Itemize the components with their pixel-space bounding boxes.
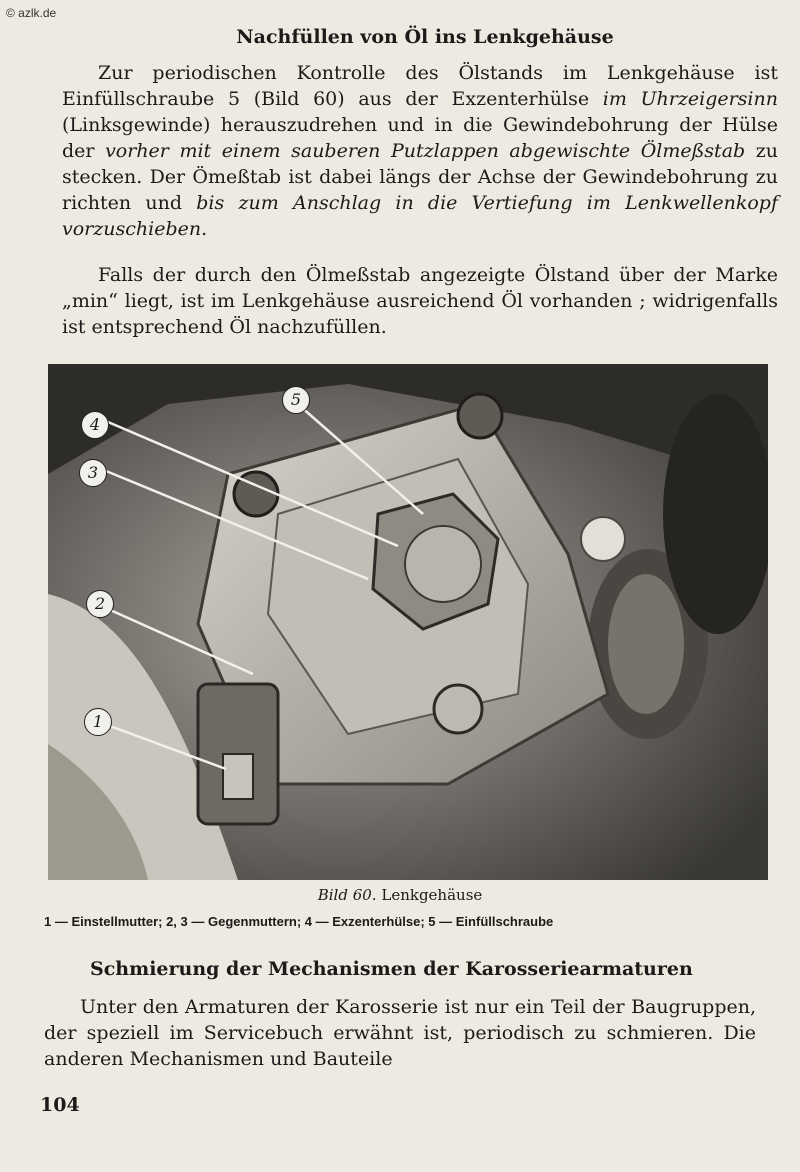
- figure-legend: 1 — Einstellmutter; 2, 3 — Gegenmuttern; 4 — Exzenterhülse; 5 — Einfüllschraube: [44, 914, 554, 929]
- section-heading: Nachfüllen von Öl ins Lenkgehäuse: [236, 26, 614, 48]
- page-number: 104: [40, 1094, 80, 1116]
- watermark: © azlk.de: [6, 6, 57, 20]
- callout-2: 2: [86, 590, 114, 618]
- figure-caption-label: Bild 60.: [317, 886, 377, 904]
- callout-4: 4: [81, 411, 109, 439]
- paragraph-oil-check-text: [62, 60, 778, 242]
- photo-steering-gear-housing: [48, 364, 768, 880]
- callout-3: 3: [79, 459, 107, 487]
- paragraph-body-fittings: [44, 994, 756, 1072]
- body-text: (Linksgewinde) herauszudrehen und in die Gewindebohrung der Hülse der: [62, 114, 778, 162]
- callout-5: 5: [282, 386, 310, 414]
- emphasis-text: vorher mit einem sauberen Putzlappen abgewischte Ölmeßstab: [105, 140, 746, 162]
- body-text: Zur periodischen Kontrolle des Ölstands im Lenkgehäuse ist Einfüllschraube 5 (Bild 60) aus der Exzenterhülse: [62, 62, 778, 110]
- callout-1: 1: [84, 708, 112, 736]
- emphasis-text: im Uhrzeigersinn: [602, 88, 778, 110]
- figure-caption: [0, 886, 800, 904]
- emphasis-text: bis zum Anschlag in die Vertiefung im Lenkwellenkopf vorzuschieben.: [62, 192, 779, 240]
- section-heading-2: Schmierung der Mechanismen der Karosseriearmaturen: [90, 958, 693, 980]
- figure-caption-title: Lenkgehäuse: [381, 886, 483, 904]
- body-text: zu stecken. Der Ömeßtab ist dabei längs der Achse der Gewindebohrung zu richten und: [62, 140, 778, 214]
- paragraph-oil-level-text: Falls der durch den Ölmeßstab angezeigte Ölstand über der Marke „min“ liegt, ist im Lenkgehäuse ausreichend Öl vorhanden ; widrigenfalls ist entsprechend Öl nachzufüllen.: [62, 264, 778, 338]
- paragraph-oil-level: [62, 262, 778, 340]
- paragraph-oil-check: [62, 60, 778, 242]
- paragraph-body-fittings-text: Unter den Armaturen der Karosserie ist nur ein Teil der Baugruppen, der speziell im Servicebuch erwähnt ist, periodisch zu schmieren. Die anderen Mechanismen und Bauteile: [44, 996, 756, 1070]
